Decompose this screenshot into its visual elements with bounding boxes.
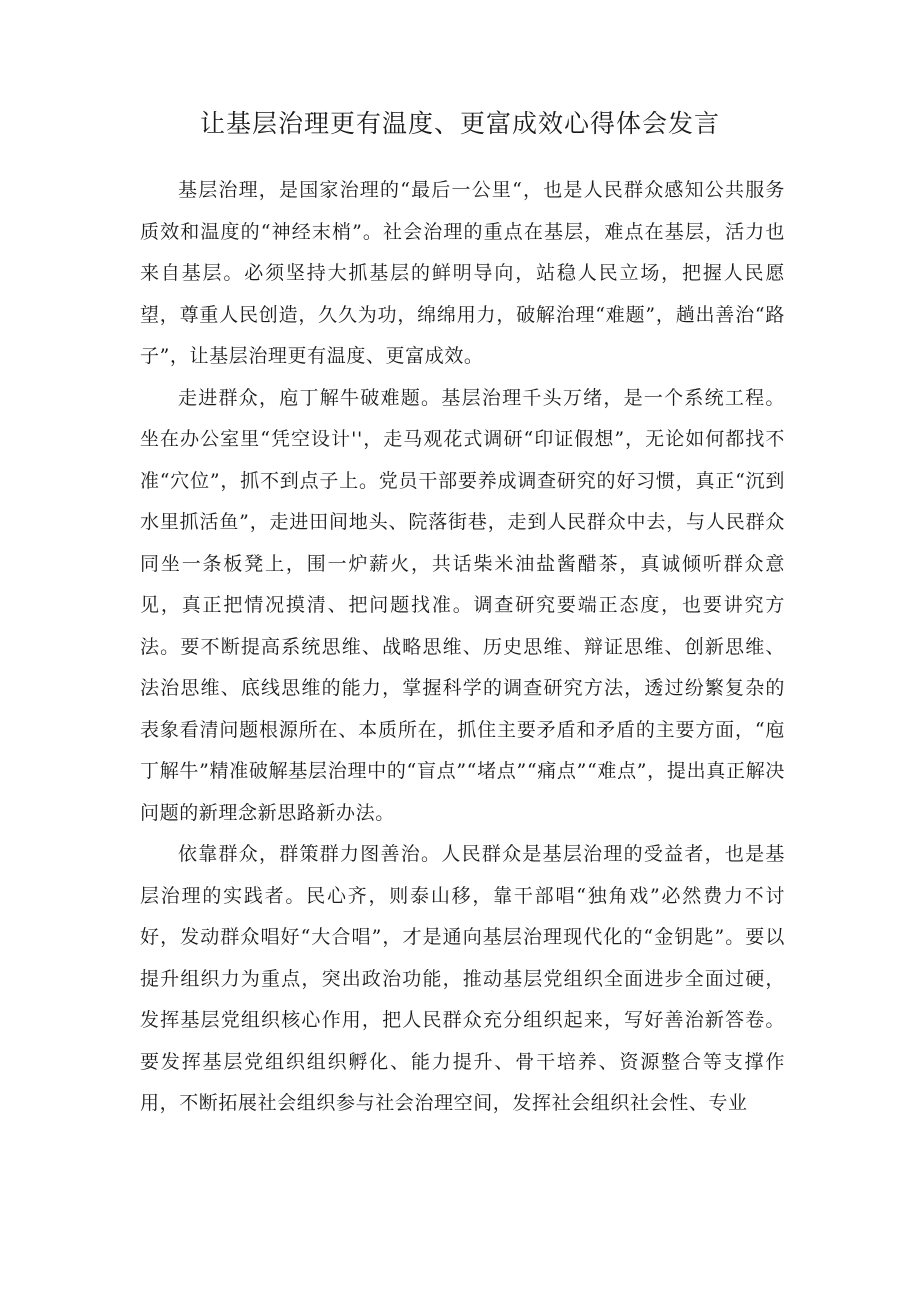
document-body (140, 170, 785, 1125)
paragraph-intro: 基层治理，是国家治理的“最后一公里“，也是人民群众感知公共服务质效和温度的“神经末梢”。社会治理的重点在基层，难点在基层，活力也来自基层。必须坚持大抓基层的鲜明导向，站稳人民立场，把握人民愿望，尊重人民创造，久久为功，绵绵用力，破解治理“难题”，趟出善治“路子”，让基层治理更有温度、更富成效。 (140, 179, 785, 367)
document-title: 让基层治理更有温度、更富成效心得体会发言 (199, 109, 720, 138)
paragraph-go-to-masses: 走进群众，庖丁解牛破难题。基层治理千头万绪，是一个系统工程。坐在办公室里“凭空设计''，走马观花式调研“印证假想”，无论如何都找不准“穴位”，抓不到点子上。党员干部要养成调查研究的好习惯，真正“沉到水里抓活鱼”，走进田间地头、院落街巷，走到人民群众中去，与人民群众同坐一条板凳上，围一炉薪火，共话柴米油盐酱醋茶，真诚倾听群众意见，真正把情况摸清、把问题找准。调查研究要端正态度，也要讲究方法。要不断提高系统思维、战略思维、历史思维、辩证思维、创新思维、法治思维、底线思维的能力，掌握科学的调查研究方法，透过纷繁复杂的表象看清问题根源所在、本质所在，抓住主要矛盾和矛盾的主要方面，“庖丁解牛”精准破解基层治理中的“盲点”“堵点”“痛点”“难点”，提出真正解决问题的新理念新思路新办法。 (140, 386, 785, 824)
paragraph-rely-on-masses: 依靠群众，群策群力图善治。人民群众是基层治理的受益者，也是基层治理的实践者。民心齐，则泰山移，靠干部唱“独角戏”必然费力不讨好，发动群众唱好“大合唱”，才是通向基层治理现代化的“金钥匙”。要以提升组织力为重点，突出政治功能，推动基层党组织全面进步全面过硬，发挥基层党组织核心作用，把人民群众充分组织起来，写好善治新答卷。要发挥基层党组织组织孵化、能力提升、骨干培养、资源整合等支撑作用，不断拓展社会组织参与社会治理空间，发挥社会组织社会性、专业 (140, 843, 785, 1114)
